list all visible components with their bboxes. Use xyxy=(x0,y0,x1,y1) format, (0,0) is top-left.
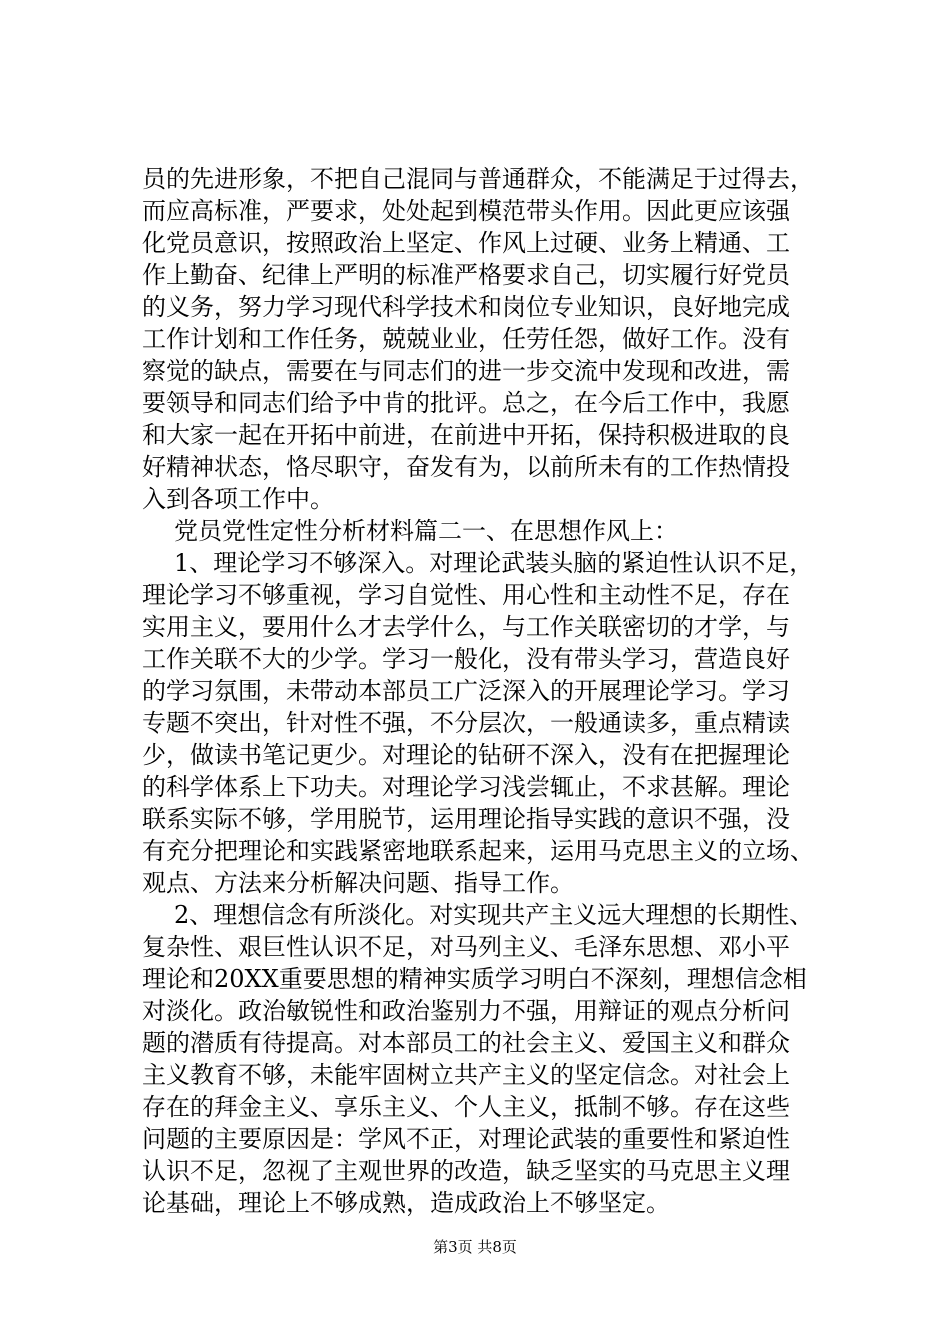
text-line: 1、理论学习不够深入。对理论武装头脑的紧迫性认识不足， xyxy=(174,549,814,577)
section-heading: 党员党性定性分析材料篇二一、在思想作风上： xyxy=(174,517,678,545)
text-line: 认识不足，忽视了主观世界的改造，缺乏坚实的马克思主义理 xyxy=(142,1157,790,1185)
text-line: 理论和20XX重要思想的精神实质学习明白不深刻，理想信念相 xyxy=(142,965,807,993)
text-line: 的科学体系上下功夫。对理论学习浅尝辄止，不求甚解。理论 xyxy=(142,773,790,801)
text-line: 而应高标准，严要求，处处起到模范带头作用。因此更应该强 xyxy=(142,197,790,225)
text-line: 的义务，努力学习现代科学技术和岗位专业知识，良好地完成 xyxy=(142,293,790,321)
text-line: 少，做读书笔记更少。对理论的钻研不深入，没有在把握理论 xyxy=(142,741,790,769)
text-line: 化党员意识，按照政治上坚定、作风上过硬、业务上精通、工 xyxy=(142,229,790,257)
text-line: 要领导和同志们给予中肯的批评。总之，在今后工作中，我愿 xyxy=(142,389,790,417)
text-line: 有充分把理论和实践紧密地联系起来，运用马克思主义的立场、 xyxy=(142,837,814,865)
text-line: 和大家一起在开拓中前进，在前进中开拓，保持积极进取的良 xyxy=(142,421,790,449)
text-line: 专题不突出，针对性不强，不分层次，一般通读多，重点精读 xyxy=(142,709,790,737)
text-line: 入到各项工作中。 xyxy=(142,485,334,513)
text-line: 员的先进形象，不把自己混同与普通群众，不能满足于过得去， xyxy=(142,165,814,193)
text-line: 存在的拜金主义、享乐主义、个人主义，抵制不够。存在这些 xyxy=(142,1093,790,1121)
text-line: 主义教育不够，未能牢固树立共产主义的坚定信念。对社会上 xyxy=(142,1061,790,1089)
text-line: 题的潜质有待提高。对本部员工的社会主义、爱国主义和群众 xyxy=(142,1029,790,1057)
text-line: 观点、方法来分析解决问题、指导工作。 xyxy=(142,869,574,897)
text-line: 论基础，理论上不够成熟，造成政治上不够坚定。 xyxy=(142,1189,670,1217)
text-line: 工作计划和工作任务，兢兢业业，任劳任怨，做好工作。没有 xyxy=(142,325,790,353)
page-number-footer: 第3页 共8页 xyxy=(433,1238,517,1256)
text-line: 对淡化。政治敏锐性和政治鉴别力不强，用辩证的观点分析问 xyxy=(142,997,790,1025)
text-line: 实用主义，要用什么才去学什么，与工作关联密切的才学，与 xyxy=(142,613,790,641)
text-line: 工作关联不大的少学。学习一般化，没有带头学习，营造良好 xyxy=(142,645,790,673)
text-line: 理论学习不够重视，学习自觉性、用心性和主动性不足，存在 xyxy=(142,581,790,609)
document-body xyxy=(142,163,814,1219)
text-line: 察觉的缺点，需要在与同志们的进一步交流中发现和改进，需 xyxy=(142,357,790,385)
text-line: 作上勤奋、纪律上严明的标准严格要求自己，切实履行好党员 xyxy=(142,261,790,289)
text-line: 复杂性、艰巨性认识不足，对马列主义、毛泽东思想、邓小平 xyxy=(142,933,790,961)
text-line: 问题的主要原因是：学风不正，对理论武装的重要性和紧迫性 xyxy=(142,1125,790,1153)
text-line: 联系实际不够，学用脱节，运用理论指导实践的意识不强，没 xyxy=(142,805,790,833)
text-line: 好精神状态，恪尽职守，奋发有为，以前所未有的工作热情投 xyxy=(142,453,790,481)
text-line: 的学习氛围，未带动本部员工广泛深入的开展理论学习。学习 xyxy=(142,677,790,705)
text-line: 2、理想信念有所淡化。对实现共产主义远大理想的长期性、 xyxy=(174,901,814,929)
